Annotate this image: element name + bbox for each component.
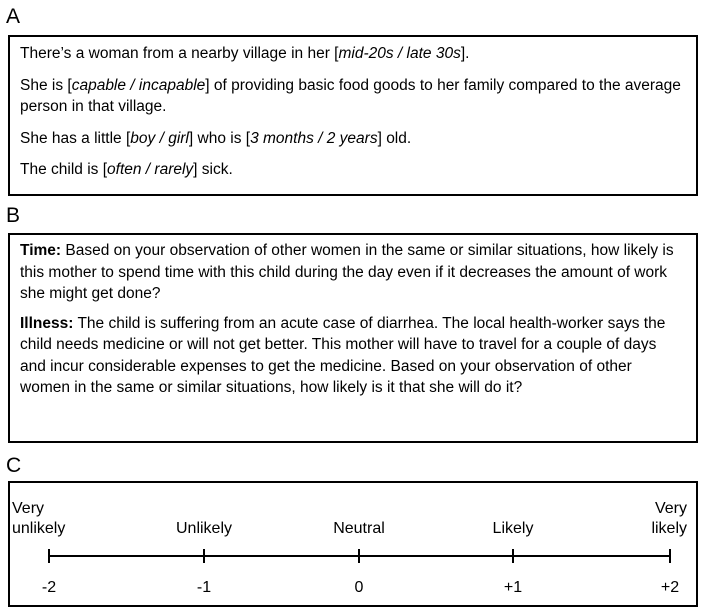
vignette-sentence [20,128,686,150]
illness-question [20,313,686,399]
scale-label: likely [651,520,687,537]
panel-b-letter: B [6,204,21,227]
scale-label: Unlikely [175,520,233,537]
scale-value: +1 [503,579,523,596]
scale-label: Very [12,500,45,517]
scale-label: Neutral [333,520,385,537]
scale-label: Very [654,500,687,517]
vignette-option-text: mid-20s / late 30s [338,45,461,62]
panel-c-letter: C [6,454,22,477]
vignette-sentence [20,75,686,118]
vignette-sentence [20,43,686,65]
scale-label: unlikely [12,520,66,537]
likert-scale [10,483,696,605]
time-question-label: Time: [20,242,62,259]
vignette-text: ] sick. [193,161,233,178]
vignette-text: There’s a woman from a nearby village in her [ [20,45,339,62]
vignette-option-text: often / rarely [107,161,194,178]
vignette-text: She has a little [ [20,129,131,147]
vignette-option-text: 3 months / 2 years [250,129,378,147]
scale-value: -2 [41,579,57,596]
vignette-text: ] of providing basic food goods to her family compared to the average person in that village. [20,76,681,115]
panel-c-scale-box [8,481,698,607]
vignette-text: ] old. [377,129,412,147]
scale-value: +2 [660,579,680,596]
scale-marks [12,500,687,596]
vignette-option-text: boy / girl [130,129,189,147]
vignette-text: ] who is [ [188,129,251,147]
vignette-text: The child is [ [20,161,108,178]
illness-question-text: The child is suffering from an acute case of diarrhea. The local health-worker says the child needs medicine or will not get better. This mother will have to travel for a couple of days and incur considerable expenses to get the medicine. Based on your observation of other women in the same or similar situations, how likely is it that she will do it? [20,314,666,396]
vignette-text: She is [ [20,76,72,94]
vignette-sentence [20,159,686,181]
panel-a-vignette-box [8,35,698,196]
time-question [20,240,686,305]
scale-value: 0 [354,579,364,596]
illness-question-label: Illness: [20,314,74,332]
panel-a-letter: A [6,5,21,28]
vignette-text: ]. [460,45,470,62]
scale-label: Likely [492,520,534,537]
panel-b-questions-box [8,233,698,443]
scale-value: -1 [196,579,212,596]
time-question-text: Based on your observation of other women in the same or similar situations, how likely is this mother to spend time with this child during the day even if it decreases the amount of work she might get done? [20,242,674,302]
vignette-option-text: capable / incapable [71,76,206,94]
